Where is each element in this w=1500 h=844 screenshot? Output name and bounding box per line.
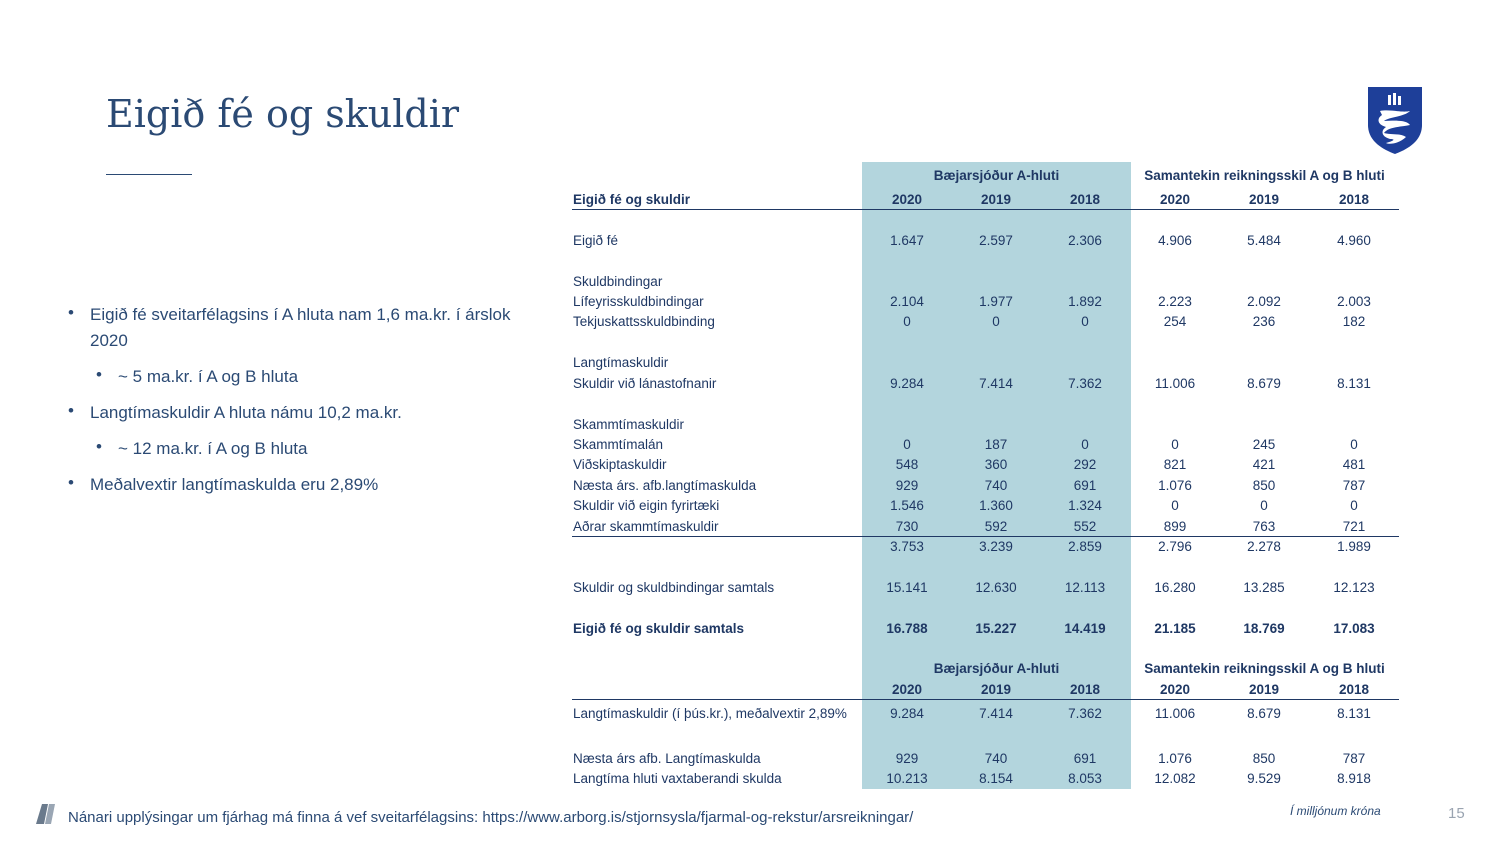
row-label: Skammtímalán <box>573 437 664 452</box>
cell: 1.892 <box>1068 294 1102 309</box>
cell: 1.647 <box>890 233 924 248</box>
table-row <box>572 292 1399 312</box>
table-section-heading <box>572 353 1399 373</box>
table-section-heading <box>572 272 1399 292</box>
cell: 740 <box>984 751 1008 766</box>
year-header: 2019 <box>1248 192 1280 207</box>
cell: 1.989 <box>1337 539 1371 554</box>
cell: 0 <box>1081 314 1089 329</box>
cell: 0 <box>1350 498 1358 513</box>
cell: 8.053 <box>1068 771 1102 786</box>
row-label: Skuldir og skuldbindingar samtals <box>573 580 775 595</box>
group-header-ab: Samantekin reikningsskil A og B hluti <box>1144 168 1385 183</box>
year-header: 2018 <box>1069 192 1101 207</box>
cell: 14.419 <box>1064 621 1106 636</box>
summary-bullets <box>68 302 518 508</box>
cell: 3.239 <box>979 539 1013 554</box>
cell: 360 <box>984 457 1008 472</box>
title-underline <box>106 174 192 175</box>
cell: 18.769 <box>1243 621 1285 636</box>
cell: 2.306 <box>1068 233 1102 248</box>
row-label: Lífeyrisskuldbindingar <box>573 294 704 309</box>
cell: 8.679 <box>1247 376 1281 391</box>
cell: 1.546 <box>890 498 924 513</box>
row-label: Langtíma hluti vaxtaberandi skulda <box>573 771 782 786</box>
table-row <box>572 374 1399 394</box>
cell: 21.185 <box>1154 621 1196 636</box>
cell: 787 <box>1342 478 1366 493</box>
year-header: 2019 <box>980 682 1012 697</box>
table-row <box>572 476 1399 496</box>
cell: 740 <box>984 478 1008 493</box>
row-label: Skuldir við lánastofnanir <box>573 376 717 391</box>
cell: 1.360 <box>979 498 1013 513</box>
cell: 929 <box>895 478 919 493</box>
cell: 236 <box>1252 314 1276 329</box>
cell: 12.082 <box>1154 771 1196 786</box>
cell: 0 <box>1171 498 1179 513</box>
cell: 4.906 <box>1158 233 1192 248</box>
cell: 929 <box>895 751 919 766</box>
units-note: Í milljónum króna <box>1290 804 1381 818</box>
cell: 292 <box>1073 457 1097 472</box>
cell: 17.083 <box>1333 621 1375 636</box>
subtotal-row <box>572 537 1399 557</box>
cell: 187 <box>984 437 1008 452</box>
row-label: Næsta árs. afb.langtímaskulda <box>573 478 757 493</box>
bullet-equity: • Eigið fé sveitarfélagsins í A hluta nam 1,6 ma.kr. í árslok 2020 <box>68 302 518 354</box>
cell: 8.918 <box>1337 771 1371 786</box>
cell: 2.104 <box>890 294 924 309</box>
group-header-ab: Samantekin reikningsskil A og B hluti <box>1144 661 1385 676</box>
group-header-a: Bæjarsjóður A-hluti <box>933 661 1060 676</box>
row-label: Næsta árs afb. Langtímaskulda <box>573 751 761 766</box>
table-row <box>572 496 1399 516</box>
year-header: 2020 <box>1159 682 1191 697</box>
header-label: Eigið fé og skuldir <box>573 192 691 207</box>
bullet-equity-ab: • ~ 5 ma.kr. í A og B hluta <box>96 364 518 390</box>
company-logo-icon <box>34 803 56 825</box>
year-header: 2018 <box>1338 682 1370 697</box>
header-divider <box>572 209 1399 210</box>
cell: 8.131 <box>1337 706 1371 721</box>
cell: 7.362 <box>1068 376 1102 391</box>
row-label: Langtímaskuldir (í þús.kr.), meðalvextir 2,89% <box>573 706 847 721</box>
row-label: Tekjuskattsskuldbinding <box>573 314 715 329</box>
cell: 721 <box>1342 519 1366 534</box>
cell: 2.597 <box>979 233 1013 248</box>
row-label: Eigið fé og skuldir samtals <box>573 621 745 636</box>
table-row <box>572 435 1399 455</box>
cell: 15.227 <box>975 621 1017 636</box>
cell: 12.630 <box>975 580 1017 595</box>
cell: 15.141 <box>886 580 928 595</box>
cell: 182 <box>1342 314 1366 329</box>
cell: 9.529 <box>1247 771 1281 786</box>
page-number: 15 <box>1448 805 1465 822</box>
year-header: 2020 <box>891 682 923 697</box>
row-label: Skuldir við eigin fyrirtæki <box>573 498 720 513</box>
table-row <box>572 455 1399 475</box>
cell: 0 <box>1081 437 1089 452</box>
year-header: 2020 <box>1159 192 1191 207</box>
cell: 850 <box>1252 751 1276 766</box>
row-label: Viðskiptaskuldir <box>573 457 667 472</box>
row-label: Skammtímaskuldir <box>573 417 685 432</box>
grand-total-row <box>572 619 1399 639</box>
year-header: 2018 <box>1338 192 1370 207</box>
row-label: Eigið fé <box>573 233 619 248</box>
cell: 1.977 <box>979 294 1013 309</box>
cell: 16.788 <box>886 621 928 636</box>
row-label: Aðrar skammtímaskuldir <box>573 519 719 534</box>
cell: 0 <box>1260 498 1268 513</box>
cell: 11.006 <box>1154 706 1196 721</box>
cell: 7.362 <box>1068 706 1102 721</box>
cell: 592 <box>984 519 1008 534</box>
table-section-heading <box>572 415 1399 435</box>
cell: 0 <box>903 437 911 452</box>
cell: 2.003 <box>1337 294 1371 309</box>
cell: 548 <box>895 457 919 472</box>
table-row <box>572 769 1399 789</box>
footer-info-text: Nánari upplýsingar um fjárhag má finna á vef sveitarfélagsins: https://www.arborg.is/stjornsysla/fjarmal-og-rekstur/arsreikningar/ <box>68 809 914 826</box>
cell: 8.679 <box>1247 706 1281 721</box>
cell: 2.278 <box>1247 539 1281 554</box>
cell: 1.076 <box>1158 478 1192 493</box>
row-label: Langtímaskuldir <box>573 355 669 370</box>
cell: 787 <box>1342 751 1366 766</box>
cell: 899 <box>1163 519 1187 534</box>
cell: 2.092 <box>1247 294 1281 309</box>
cell: 481 <box>1342 457 1366 472</box>
table-row <box>572 704 1399 724</box>
page-title: Eigið fé og skuldir <box>106 92 460 136</box>
cell: 7.414 <box>979 706 1013 721</box>
year-header: 2019 <box>980 192 1012 207</box>
cell: 552 <box>1073 519 1097 534</box>
cell: 2.859 <box>1068 539 1102 554</box>
cell: 0 <box>992 314 1000 329</box>
cell: 1.076 <box>1158 751 1192 766</box>
cell: 245 <box>1252 437 1276 452</box>
cell: 0 <box>1171 437 1179 452</box>
table-row <box>572 517 1399 537</box>
cell: 691 <box>1073 478 1097 493</box>
table-row <box>572 749 1399 769</box>
cell: 730 <box>895 519 919 534</box>
cell: 10.213 <box>886 771 928 786</box>
cell: 11.006 <box>1154 376 1196 391</box>
cell: 421 <box>1252 457 1276 472</box>
table2-header-row <box>572 680 1399 700</box>
cell: 254 <box>1163 314 1187 329</box>
row-label: Skuldbindingar <box>573 274 663 289</box>
year-header: 2019 <box>1248 682 1280 697</box>
cell: 16.280 <box>1154 580 1196 595</box>
cell: 763 <box>1252 519 1276 534</box>
bullet-longterm-debt: • Langtímaskuldir A hluta námu 10,2 ma.kr. <box>68 400 518 426</box>
coat-of-arms-icon <box>1366 85 1424 155</box>
year-header: 2020 <box>891 192 923 207</box>
table-row <box>572 231 1399 251</box>
year-header: 2018 <box>1069 682 1101 697</box>
cell: 12.113 <box>1064 580 1106 595</box>
cell: 9.284 <box>890 706 924 721</box>
cell: 3.753 <box>890 539 924 554</box>
cell: 12.123 <box>1333 580 1375 595</box>
cell: 2.796 <box>1158 539 1192 554</box>
group-header-a: Bæjarsjóður A-hluti <box>933 168 1060 183</box>
bullet-longterm-debt-ab: • ~ 12 ma.kr. í A og B hluta <box>96 436 518 462</box>
cell: 850 <box>1252 478 1276 493</box>
table-row <box>572 312 1399 332</box>
cell: 0 <box>1350 437 1358 452</box>
cell: 1.324 <box>1068 498 1102 513</box>
table-header-row <box>572 190 1399 210</box>
cell: 5.484 <box>1247 233 1281 248</box>
cell: 4.960 <box>1337 233 1371 248</box>
cell: 821 <box>1163 457 1187 472</box>
cell: 8.131 <box>1337 376 1371 391</box>
bullet-avg-interest: • Meðalvextir langtímaskulda eru 2,89% <box>68 472 518 498</box>
cell: 13.285 <box>1243 580 1285 595</box>
table2-header-divider <box>572 699 1399 700</box>
cell: 9.284 <box>890 376 924 391</box>
cell: 8.154 <box>979 771 1013 786</box>
cell: 0 <box>903 314 911 329</box>
cell: 7.414 <box>979 376 1013 391</box>
total-row <box>572 578 1399 598</box>
cell: 2.223 <box>1158 294 1192 309</box>
cell: 691 <box>1073 751 1097 766</box>
